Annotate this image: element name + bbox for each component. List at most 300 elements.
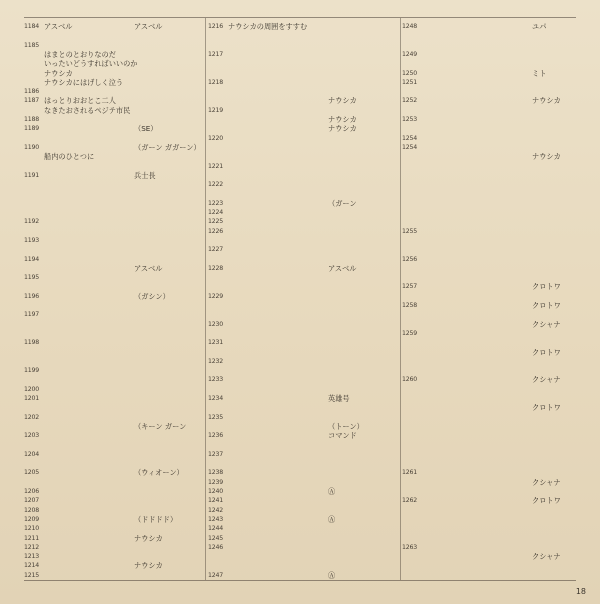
scene-number: 1256	[402, 255, 417, 263]
scene-number: 1186	[24, 88, 39, 96]
line-text	[228, 338, 308, 347]
scene-number	[24, 152, 44, 161]
scene-number: 1229	[208, 292, 223, 300]
scene-number	[114, 171, 134, 180]
scene-number	[512, 552, 532, 561]
line-text	[357, 96, 398, 105]
script-line	[24, 69, 114, 78]
script-line	[24, 236, 114, 245]
script-line	[208, 496, 308, 505]
line-speaker: クシャナ	[532, 319, 561, 329]
scene-number: 1215	[24, 571, 39, 579]
script-line	[24, 571, 114, 580]
scene-number: 1241	[208, 497, 223, 505]
scene-number: 1209	[24, 515, 39, 523]
script-line	[208, 106, 308, 115]
line-text	[422, 143, 512, 152]
script-line	[402, 22, 512, 31]
line-text	[561, 348, 582, 357]
line-text	[44, 552, 114, 561]
line-speaker: はまとのとおりなのだ	[44, 49, 116, 59]
line-text	[228, 245, 308, 254]
scene-number: 1223	[208, 199, 223, 207]
line-text	[422, 255, 512, 264]
line-text	[546, 69, 582, 78]
scene-number: 1205	[24, 469, 39, 477]
scene-number: 1253	[402, 116, 417, 123]
scene-number: 1232	[208, 357, 223, 365]
script-line	[208, 199, 308, 208]
line-speaker: （SE）	[134, 124, 158, 134]
script-line	[208, 320, 308, 329]
scene-number	[24, 59, 44, 68]
scene-number	[114, 561, 134, 570]
script-line	[24, 292, 114, 301]
line-speaker: ユパ	[532, 22, 547, 31]
line-text	[44, 524, 114, 533]
script-line	[24, 217, 114, 226]
script-line	[402, 96, 512, 105]
scene-number: 1244	[208, 525, 223, 533]
script-line	[512, 496, 582, 505]
line-text	[228, 375, 308, 384]
scene-number: 1204	[24, 450, 39, 458]
line-text	[228, 227, 308, 236]
line-text: （トーン）	[328, 421, 364, 431]
line-text	[163, 534, 204, 543]
script-line	[24, 543, 114, 552]
scene-number	[114, 124, 134, 133]
scene-number	[308, 96, 328, 105]
script-line	[114, 124, 204, 133]
line-text	[561, 320, 582, 329]
line-speaker: Ⓐ	[328, 570, 336, 580]
script-line	[208, 431, 308, 440]
script-line	[208, 450, 308, 459]
line-speaker: ナウシカ	[532, 96, 561, 106]
line-text	[44, 385, 114, 394]
line-text	[228, 50, 308, 59]
scene-number: 1259	[402, 329, 417, 337]
scene-number	[512, 478, 532, 487]
script-line	[208, 478, 308, 487]
line-text	[561, 552, 582, 561]
line-text	[422, 543, 512, 552]
line-text	[357, 115, 398, 124]
line-text	[44, 310, 114, 319]
script-line	[24, 468, 114, 477]
scene-number: 1258	[402, 302, 417, 309]
line-speaker: はっとりおおとこ二人	[44, 96, 116, 106]
script-line	[512, 375, 582, 384]
scene-number: 1214	[24, 562, 39, 570]
line-text	[94, 152, 114, 161]
line-speaker: ナウシカ	[134, 533, 163, 543]
line-text	[561, 403, 582, 412]
line-speaker: 船内のひとつに	[44, 152, 95, 162]
line-text	[157, 124, 204, 133]
script-line	[24, 561, 114, 570]
script-line	[24, 22, 114, 31]
column-1-speakers	[114, 18, 204, 580]
scene-number	[24, 50, 44, 59]
script-line	[24, 496, 114, 505]
scene-number: 1231	[208, 339, 223, 347]
script-line	[208, 217, 308, 226]
line-text	[228, 217, 308, 226]
line-text	[228, 292, 308, 301]
line-text	[163, 561, 204, 570]
line-text	[422, 134, 512, 143]
scene-number: 1190	[24, 143, 39, 151]
script-line	[512, 320, 582, 329]
line-text	[44, 366, 114, 375]
bottom-rule	[24, 580, 576, 581]
script-line	[114, 292, 204, 301]
scene-number: 1194	[24, 255, 39, 263]
line-text	[44, 496, 114, 505]
scene-number: 1207	[24, 497, 39, 505]
line-text	[561, 152, 582, 161]
line-text	[561, 496, 582, 505]
line-speaker: クロトワ	[532, 403, 561, 413]
line-text	[357, 431, 398, 440]
line-text	[44, 571, 114, 580]
scene-number: 1199	[24, 367, 39, 375]
line-speaker: ナウシカ	[328, 115, 357, 124]
line-text	[228, 543, 308, 552]
scene-number: 1203	[24, 432, 39, 440]
scene-number: 1200	[24, 385, 39, 393]
line-text	[44, 171, 114, 180]
scene-number: 1240	[208, 488, 223, 495]
line-text	[422, 22, 512, 31]
script-line	[308, 199, 398, 208]
line-speaker: クロトワ	[532, 347, 561, 357]
script-line	[308, 394, 398, 403]
line-text	[422, 69, 512, 78]
scene-number: 1239	[208, 478, 223, 486]
line-text	[44, 413, 114, 422]
script-line	[24, 152, 114, 161]
scene-number: 1202	[24, 413, 39, 421]
scene-number: 1216	[208, 23, 223, 30]
scene-number	[24, 78, 44, 87]
page-number: 18	[575, 587, 586, 596]
scene-number	[308, 571, 328, 580]
script-line	[208, 515, 308, 524]
scene-number: 1185	[24, 41, 39, 49]
line-text	[228, 524, 308, 533]
script-line	[24, 338, 114, 347]
scene-number	[512, 282, 532, 291]
line-text: （ドドドド）	[134, 514, 178, 524]
script-line	[24, 87, 114, 96]
script-line	[208, 134, 308, 143]
script-line	[512, 152, 582, 161]
line-text	[228, 208, 308, 217]
line-text	[228, 468, 308, 477]
scene-number: 1257	[402, 283, 417, 291]
line-text	[44, 450, 114, 459]
line-text	[44, 255, 114, 264]
scene-number: 1212	[24, 543, 39, 551]
script-line	[114, 534, 204, 543]
script-line	[402, 143, 512, 152]
line-speaker: クシャナ	[532, 375, 561, 385]
line-text	[44, 506, 114, 515]
line-text	[228, 320, 308, 329]
scene-number	[114, 264, 134, 273]
line-speaker: ミト	[532, 68, 547, 78]
script-line	[24, 385, 114, 394]
script-line	[402, 227, 512, 236]
line-text	[356, 264, 398, 273]
script-line	[208, 180, 308, 189]
script-line	[402, 50, 512, 59]
script-line	[208, 534, 308, 543]
line-speaker: 英雄号	[328, 394, 350, 403]
scene-number	[512, 375, 532, 384]
column-divider-1	[205, 18, 206, 580]
script-line	[308, 431, 398, 440]
script-line	[24, 524, 114, 533]
scene-number	[114, 534, 134, 543]
scene-number: 1262	[402, 497, 417, 505]
script-line	[512, 301, 582, 310]
line-text	[350, 394, 398, 403]
scene-number	[512, 496, 532, 505]
line-text	[228, 506, 308, 515]
line-text	[422, 468, 512, 477]
line-text	[546, 22, 582, 31]
script-line	[114, 22, 204, 31]
script-line	[114, 264, 204, 273]
scene-number	[308, 115, 328, 124]
line-text	[228, 264, 308, 273]
script-line	[24, 394, 114, 403]
script-line	[208, 22, 308, 31]
script-line	[24, 255, 114, 264]
line-text	[228, 394, 308, 403]
line-text	[44, 236, 114, 245]
line-speaker: ナウシカ	[134, 561, 163, 571]
scene-number	[512, 320, 532, 329]
scene-number: 1208	[24, 506, 39, 514]
script-line	[402, 78, 512, 87]
script-line	[208, 264, 308, 273]
scene-number: 1234	[208, 395, 223, 402]
script-line	[402, 282, 512, 291]
script-line	[24, 115, 114, 124]
scene-number: 1187	[24, 97, 39, 105]
scene-number: 1193	[24, 236, 39, 244]
script-line	[512, 403, 582, 412]
line-speaker: クシャナ	[532, 552, 561, 562]
scene-number: 1198	[24, 339, 39, 347]
line-speaker: アスベル	[44, 22, 73, 31]
scene-number: 1227	[208, 246, 223, 254]
line-text	[228, 496, 308, 505]
line-text	[228, 431, 308, 440]
script-line	[208, 487, 308, 496]
line-text	[228, 134, 308, 143]
script-line	[24, 431, 114, 440]
line-text	[44, 561, 114, 570]
script-line	[114, 561, 204, 570]
line-text	[44, 124, 114, 133]
script-line	[24, 366, 114, 375]
script-line	[24, 171, 114, 180]
scene-number: 1235	[208, 413, 223, 421]
line-text	[422, 301, 512, 310]
script-line	[402, 496, 512, 505]
scene-number: 1188	[24, 116, 39, 123]
column-2-numbers	[208, 18, 308, 580]
scene-number: 1254	[402, 143, 417, 151]
scene-number	[114, 422, 134, 431]
line-text	[44, 143, 114, 152]
scene-number	[308, 422, 328, 431]
script-line	[24, 77, 124, 87]
scene-number	[308, 431, 328, 440]
script-line	[402, 115, 512, 124]
line-text	[44, 87, 114, 96]
scene-number: 1211	[24, 534, 39, 542]
scene-number: 1213	[24, 553, 39, 561]
script-line	[208, 506, 308, 515]
script-line	[24, 59, 138, 69]
line-text	[156, 171, 204, 180]
line-text	[162, 22, 204, 31]
scene-number	[512, 301, 532, 310]
line-text	[44, 41, 114, 50]
line-speaker: クロトワ	[532, 282, 561, 292]
line-text	[561, 282, 582, 291]
scene-number	[308, 515, 328, 524]
scene-number: 1196	[24, 292, 39, 300]
script-line	[402, 543, 512, 552]
line-speaker: ナウシカにはげしく泣う	[44, 77, 124, 87]
line-text	[73, 69, 114, 78]
script-line	[208, 227, 308, 236]
scene-number	[114, 143, 134, 152]
line-speaker: クロトワ	[532, 496, 561, 506]
script-line	[208, 50, 308, 59]
script-line	[512, 22, 582, 31]
scene-number	[512, 403, 532, 412]
line-speaker: ナウシカ	[328, 96, 357, 106]
scene-number	[512, 348, 532, 357]
line-text	[44, 543, 114, 552]
scene-number	[308, 487, 328, 496]
line-text	[44, 115, 114, 124]
column-1-numbers	[24, 18, 138, 580]
script-line	[114, 171, 204, 180]
line-text	[561, 96, 582, 105]
line-text: （ガーン	[328, 198, 357, 208]
script-line	[402, 329, 512, 338]
line-speaker: ナウシカ	[532, 152, 561, 162]
script-line	[402, 134, 512, 143]
script-line	[24, 273, 114, 282]
script-line	[24, 413, 114, 422]
script-line	[114, 143, 204, 152]
line-text	[228, 534, 308, 543]
script-line	[24, 143, 114, 152]
line-speaker: クロトワ	[532, 301, 561, 310]
script-line	[402, 301, 512, 310]
column-3-speakers	[512, 18, 582, 580]
scene-number: 1222	[208, 181, 223, 189]
scene-number: 1249	[402, 50, 417, 58]
scene-number: 1206	[24, 488, 39, 495]
line-text	[561, 478, 582, 487]
script-line	[512, 69, 582, 78]
scene-number: 1251	[402, 78, 417, 86]
line-text	[44, 431, 114, 440]
line-text	[561, 301, 582, 310]
scene-number: 1248	[402, 23, 417, 30]
line-text	[44, 273, 114, 282]
script-line	[208, 78, 308, 87]
scene-number: 1210	[24, 525, 39, 533]
line-text	[44, 468, 114, 477]
script-line	[114, 422, 204, 431]
scene-number: 1191	[24, 171, 39, 179]
line-text	[335, 515, 398, 524]
script-line	[512, 282, 582, 291]
line-text	[422, 96, 512, 105]
line-text	[228, 413, 308, 422]
line-text: （ウィオーン）	[134, 468, 184, 478]
script-line	[208, 524, 308, 533]
scene-number	[114, 292, 134, 301]
line-text	[561, 375, 582, 384]
line-text	[44, 534, 114, 543]
scene-number: 1224	[208, 209, 223, 216]
line-text	[228, 78, 308, 87]
script-line	[24, 450, 114, 459]
scene-number	[512, 96, 532, 105]
line-speaker: いったいどうすればいいのか	[44, 59, 138, 69]
scene-number	[114, 515, 134, 524]
line-speaker: ナウシカ	[44, 68, 73, 78]
script-line	[24, 310, 114, 319]
script-line	[208, 357, 308, 366]
scene-number: 1201	[24, 395, 39, 402]
scene-number: 1195	[24, 274, 39, 282]
script-line	[308, 487, 398, 496]
column-3-numbers	[402, 18, 512, 580]
script-line	[308, 115, 398, 124]
script-line	[402, 375, 512, 384]
line-text	[422, 375, 512, 384]
scene-number: 1192	[24, 218, 39, 226]
script-line	[308, 422, 398, 431]
script-line	[512, 552, 582, 561]
line-text	[228, 357, 308, 366]
scene-number	[512, 69, 532, 78]
script-line	[24, 534, 114, 543]
line-text	[228, 571, 308, 580]
script-line	[24, 552, 114, 561]
script-line	[114, 515, 204, 524]
line-text	[228, 162, 308, 171]
scene-number: 1219	[208, 106, 223, 114]
script-line	[402, 468, 512, 477]
line-speaker: アスベル	[328, 263, 357, 273]
